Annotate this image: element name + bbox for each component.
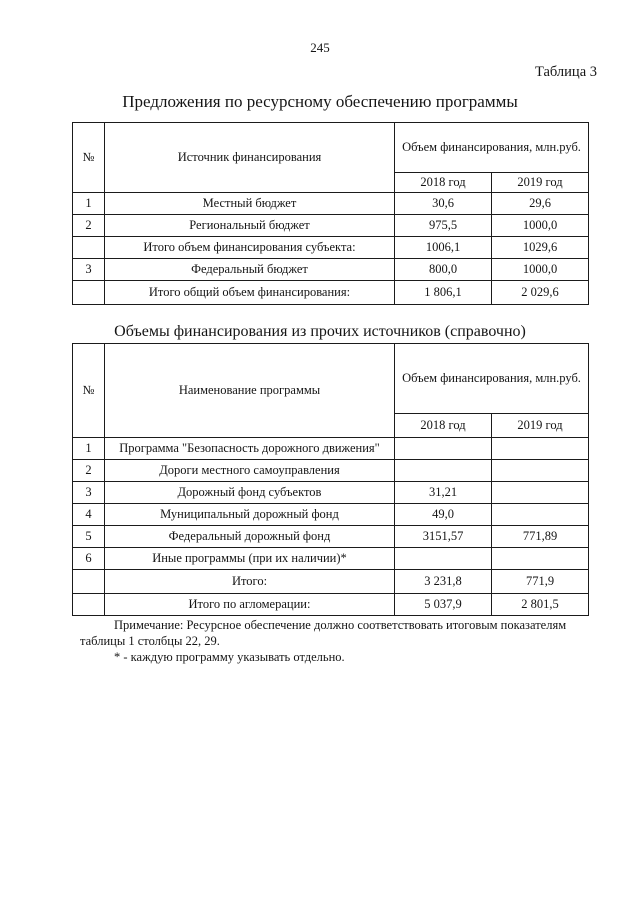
row-num [73,570,105,594]
row-value-2018 [395,460,492,482]
table1-title: Предложения по ресурсному обеспечению программы [122,92,518,111]
row-name: Программа "Безопасность дорожного движения" [105,438,395,460]
other-sources-table [72,343,589,616]
row-num [73,237,105,259]
header-year-2019: 2019 год [492,173,589,193]
table-row [73,215,589,237]
header-num: № [73,344,105,438]
row-value-2019: 29,6 [492,193,589,215]
row-name: Итого по агломерации: [105,594,395,616]
row-value-2019 [492,438,589,460]
row-value-2018 [395,438,492,460]
row-value-2019: 1029,6 [492,237,589,259]
row-name: Итого: [105,570,395,594]
header-source: Источник финансирования [105,123,395,193]
row-value-2018: 49,0 [395,504,492,526]
row-name: Итого объем финансирования субъекта: [105,237,395,259]
row-num: 3 [73,482,105,504]
row-name: Федеральный дорожный фонд [105,526,395,548]
table-row [73,526,589,548]
table-label: Таблица 3 [534,64,597,80]
footnote-text: * - каждую программу указывать отдельно. [114,650,345,664]
row-value-2018 [395,548,492,570]
row-name: Иные программы (при их наличии)* [105,548,395,570]
row-value-2018: 1006,1 [395,237,492,259]
row-num: 3 [73,259,105,281]
row-name: Федеральный бюджет [105,259,395,281]
row-value-2019: 2 029,6 [492,281,589,305]
page-number: 245 [310,40,330,55]
row-num: 1 [73,438,105,460]
row-value-2018: 1 806,1 [395,281,492,305]
note-text: Примечание: Ресурсное обеспечение должно соответствовать итоговым показателям таблицы 1 столбцы 22, 29. [80,618,567,648]
row-value-2018: 30,6 [395,193,492,215]
row-num: 6 [73,548,105,570]
row-name: Дороги местного самоуправления [105,460,395,482]
table-row [73,259,589,281]
row-name: Дорожный фонд субъектов [105,482,395,504]
row-value-2019 [492,548,589,570]
table-row [73,438,589,460]
row-value-2018: 5 037,9 [395,594,492,616]
row-value-2018: 3151,57 [395,526,492,548]
row-num: 1 [73,193,105,215]
row-num [73,281,105,305]
row-value-2019: 1000,0 [492,259,589,281]
row-name: Региональный бюджет [105,215,395,237]
row-value-2019 [492,460,589,482]
table-row [73,281,589,305]
table2-title: Объемы финансирования из прочих источников (справочно) [114,323,526,340]
row-num: 2 [73,460,105,482]
table-row [73,570,589,594]
table-row [73,504,589,526]
row-value-2019: 771,89 [492,526,589,548]
table-row [73,548,589,570]
row-name: Местный бюджет [105,193,395,215]
row-name: Итого общий объем финансирования: [105,281,395,305]
row-value-2019: 2 801,5 [492,594,589,616]
row-num: 2 [73,215,105,237]
header-num: № [73,123,105,193]
row-value-2019: 771,9 [492,570,589,594]
header-year-2019: 2019 год [492,414,589,438]
header-year-2018: 2018 год [395,173,492,193]
row-num: 4 [73,504,105,526]
row-num: 5 [73,526,105,548]
row-value-2019: 1000,0 [492,215,589,237]
row-value-2018: 975,5 [395,215,492,237]
row-value-2019 [492,482,589,504]
table-row [73,482,589,504]
notes [80,617,588,665]
row-value-2019 [492,504,589,526]
row-name: Муниципальный дорожный фонд [105,504,395,526]
table-row [73,193,589,215]
table-row [73,594,589,616]
table-row [73,237,589,259]
header-year-2018: 2018 год [395,414,492,438]
row-value-2018: 800,0 [395,259,492,281]
row-value-2018: 3 231,8 [395,570,492,594]
row-num [73,594,105,616]
table-row [73,460,589,482]
header-volume: Объем финансирования, млн.руб. [395,123,589,173]
resource-table [72,122,589,305]
header-volume: Объем финансирования, млн.руб. [395,344,589,414]
header-program-name: Наименование программы [105,344,395,438]
row-value-2018: 31,21 [395,482,492,504]
